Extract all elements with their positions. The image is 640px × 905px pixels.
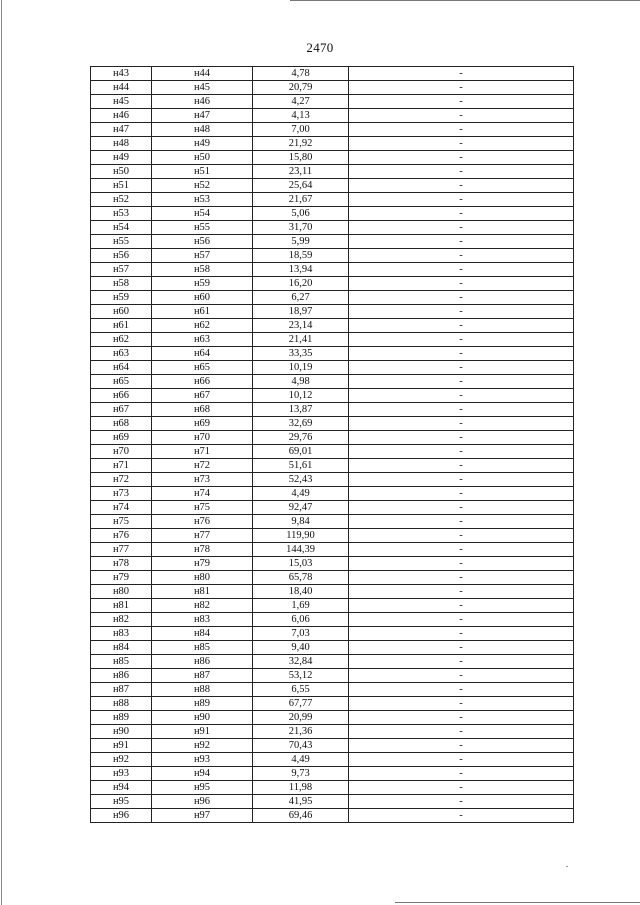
note-cell: - bbox=[349, 431, 574, 445]
note-cell: - bbox=[349, 445, 574, 459]
length-cell: 21,36 bbox=[253, 725, 349, 739]
table-row bbox=[91, 683, 574, 697]
note-cell: - bbox=[349, 627, 574, 641]
length-cell: 9,73 bbox=[253, 767, 349, 781]
note-cell: - bbox=[349, 277, 574, 291]
point-to-cell: н60 bbox=[152, 291, 253, 305]
table-row bbox=[91, 781, 574, 795]
point-to-cell: н93 bbox=[152, 753, 253, 767]
table-row bbox=[91, 585, 574, 599]
length-cell: 6,27 bbox=[253, 291, 349, 305]
note-cell: - bbox=[349, 389, 574, 403]
length-cell: 144,39 bbox=[253, 543, 349, 557]
note-cell: - bbox=[349, 67, 574, 81]
length-cell: 65,78 bbox=[253, 571, 349, 585]
point-from-cell: н86 bbox=[91, 669, 152, 683]
note-cell: - bbox=[349, 557, 574, 571]
note-cell: - bbox=[349, 165, 574, 179]
length-cell: 18,40 bbox=[253, 585, 349, 599]
point-to-cell: н84 bbox=[152, 627, 253, 641]
point-from-cell: н92 bbox=[91, 753, 152, 767]
note-cell: - bbox=[349, 95, 574, 109]
note-cell: - bbox=[349, 207, 574, 221]
length-cell: 33,35 bbox=[253, 347, 349, 361]
point-to-cell: н56 bbox=[152, 235, 253, 249]
length-cell: 92,47 bbox=[253, 501, 349, 515]
table-row bbox=[91, 235, 574, 249]
point-to-cell: н49 bbox=[152, 137, 253, 151]
point-from-cell: н57 bbox=[91, 263, 152, 277]
note-cell: - bbox=[349, 459, 574, 473]
note-cell: - bbox=[349, 669, 574, 683]
table-row bbox=[91, 515, 574, 529]
note-cell: - bbox=[349, 683, 574, 697]
point-from-cell: н65 bbox=[91, 375, 152, 389]
point-to-cell: н82 bbox=[152, 599, 253, 613]
point-to-cell: н46 bbox=[152, 95, 253, 109]
length-cell: 32,69 bbox=[253, 417, 349, 431]
length-cell: 20,79 bbox=[253, 81, 349, 95]
point-to-cell: н66 bbox=[152, 375, 253, 389]
note-cell: - bbox=[349, 767, 574, 781]
note-cell: - bbox=[349, 697, 574, 711]
table-row bbox=[91, 599, 574, 613]
length-cell: 51,61 bbox=[253, 459, 349, 473]
note-cell: - bbox=[349, 417, 574, 431]
note-cell: - bbox=[349, 249, 574, 263]
point-from-cell: н83 bbox=[91, 627, 152, 641]
table-row bbox=[91, 753, 574, 767]
table-row bbox=[91, 543, 574, 557]
point-to-cell: н53 bbox=[152, 193, 253, 207]
length-cell: 21,92 bbox=[253, 137, 349, 151]
note-cell: - bbox=[349, 711, 574, 725]
length-cell: 41,95 bbox=[253, 795, 349, 809]
length-cell: 7,03 bbox=[253, 627, 349, 641]
note-cell: - bbox=[349, 123, 574, 137]
table-row bbox=[91, 459, 574, 473]
length-cell: 13,94 bbox=[253, 263, 349, 277]
length-cell: 18,59 bbox=[253, 249, 349, 263]
point-to-cell: н80 bbox=[152, 571, 253, 585]
length-cell: 67,77 bbox=[253, 697, 349, 711]
point-from-cell: н77 bbox=[91, 543, 152, 557]
note-cell: - bbox=[349, 221, 574, 235]
point-from-cell: н62 bbox=[91, 333, 152, 347]
point-to-cell: н73 bbox=[152, 473, 253, 487]
point-to-cell: н44 bbox=[152, 67, 253, 81]
note-cell: - bbox=[349, 501, 574, 515]
length-cell: 29,76 bbox=[253, 431, 349, 445]
point-to-cell: н52 bbox=[152, 179, 253, 193]
table-row bbox=[91, 123, 574, 137]
point-to-cell: н97 bbox=[152, 809, 253, 823]
note-cell: - bbox=[349, 739, 574, 753]
table-row bbox=[91, 179, 574, 193]
note-cell: - bbox=[349, 795, 574, 809]
length-cell: 15,03 bbox=[253, 557, 349, 571]
note-cell: - bbox=[349, 725, 574, 739]
length-cell: 21,41 bbox=[253, 333, 349, 347]
point-to-cell: н86 bbox=[152, 655, 253, 669]
length-cell: 20,99 bbox=[253, 711, 349, 725]
table-row bbox=[91, 207, 574, 221]
length-cell: 69,01 bbox=[253, 445, 349, 459]
note-cell: - bbox=[349, 375, 574, 389]
table-row bbox=[91, 473, 574, 487]
point-from-cell: н49 bbox=[91, 151, 152, 165]
table-row bbox=[91, 291, 574, 305]
point-from-cell: н48 bbox=[91, 137, 152, 151]
table-body bbox=[91, 67, 574, 823]
page-edge-left bbox=[1, 0, 2, 905]
point-to-cell: н74 bbox=[152, 487, 253, 501]
table-row bbox=[91, 277, 574, 291]
point-from-cell: н96 bbox=[91, 809, 152, 823]
point-from-cell: н80 bbox=[91, 585, 152, 599]
point-to-cell: н45 bbox=[152, 81, 253, 95]
note-cell: - bbox=[349, 263, 574, 277]
length-cell: 69,46 bbox=[253, 809, 349, 823]
note-cell: - bbox=[349, 613, 574, 627]
note-cell: - bbox=[349, 235, 574, 249]
table-row bbox=[91, 319, 574, 333]
length-cell: 31,70 bbox=[253, 221, 349, 235]
point-to-cell: н69 bbox=[152, 417, 253, 431]
point-from-cell: н73 bbox=[91, 487, 152, 501]
point-from-cell: н93 bbox=[91, 767, 152, 781]
table-row bbox=[91, 627, 574, 641]
note-cell: - bbox=[349, 109, 574, 123]
table-row bbox=[91, 795, 574, 809]
point-from-cell: н87 bbox=[91, 683, 152, 697]
page-edge-bottom bbox=[395, 902, 640, 903]
note-cell: - bbox=[349, 137, 574, 151]
point-from-cell: н84 bbox=[91, 641, 152, 655]
table-row bbox=[91, 613, 574, 627]
point-to-cell: н64 bbox=[152, 347, 253, 361]
table-row bbox=[91, 655, 574, 669]
table-row bbox=[91, 809, 574, 823]
point-from-cell: н53 bbox=[91, 207, 152, 221]
point-to-cell: н55 bbox=[152, 221, 253, 235]
point-to-cell: н65 bbox=[152, 361, 253, 375]
note-cell: - bbox=[349, 403, 574, 417]
table-row bbox=[91, 137, 574, 151]
note-cell: - bbox=[349, 809, 574, 823]
point-to-cell: н91 bbox=[152, 725, 253, 739]
table-row bbox=[91, 767, 574, 781]
note-cell: - bbox=[349, 193, 574, 207]
note-cell: - bbox=[349, 361, 574, 375]
point-from-cell: н94 bbox=[91, 781, 152, 795]
point-to-cell: н50 bbox=[152, 151, 253, 165]
point-from-cell: н88 bbox=[91, 697, 152, 711]
length-cell: 9,40 bbox=[253, 641, 349, 655]
table-row bbox=[91, 641, 574, 655]
length-cell: 32,84 bbox=[253, 655, 349, 669]
point-to-cell: н58 bbox=[152, 263, 253, 277]
point-from-cell: н51 bbox=[91, 179, 152, 193]
table-row bbox=[91, 529, 574, 543]
point-from-cell: н78 bbox=[91, 557, 152, 571]
note-cell: - bbox=[349, 585, 574, 599]
point-from-cell: н70 bbox=[91, 445, 152, 459]
point-to-cell: н67 bbox=[152, 389, 253, 403]
length-cell: 11,98 bbox=[253, 781, 349, 795]
point-from-cell: н74 bbox=[91, 501, 152, 515]
scan-speck bbox=[566, 866, 568, 867]
point-from-cell: н52 bbox=[91, 193, 152, 207]
point-from-cell: н61 bbox=[91, 319, 152, 333]
point-from-cell: н75 bbox=[91, 515, 152, 529]
length-cell: 6,06 bbox=[253, 613, 349, 627]
length-cell: 119,90 bbox=[253, 529, 349, 543]
point-from-cell: н95 bbox=[91, 795, 152, 809]
note-cell: - bbox=[349, 81, 574, 95]
point-from-cell: н55 bbox=[91, 235, 152, 249]
note-cell: - bbox=[349, 781, 574, 795]
length-cell: 5,99 bbox=[253, 235, 349, 249]
note-cell: - bbox=[349, 543, 574, 557]
point-to-cell: н85 bbox=[152, 641, 253, 655]
table-row bbox=[91, 95, 574, 109]
boundary-points-table bbox=[90, 66, 574, 823]
point-to-cell: н57 bbox=[152, 249, 253, 263]
point-to-cell: н54 bbox=[152, 207, 253, 221]
table-row bbox=[91, 403, 574, 417]
length-cell: 4,78 bbox=[253, 67, 349, 81]
point-to-cell: н68 bbox=[152, 403, 253, 417]
point-from-cell: н56 bbox=[91, 249, 152, 263]
table-row bbox=[91, 305, 574, 319]
length-cell: 23,11 bbox=[253, 165, 349, 179]
note-cell: - bbox=[349, 487, 574, 501]
point-to-cell: н79 bbox=[152, 557, 253, 571]
note-cell: - bbox=[349, 515, 574, 529]
point-from-cell: н58 bbox=[91, 277, 152, 291]
point-from-cell: н67 bbox=[91, 403, 152, 417]
point-to-cell: н59 bbox=[152, 277, 253, 291]
point-to-cell: н95 bbox=[152, 781, 253, 795]
table-row bbox=[91, 221, 574, 235]
point-to-cell: н72 bbox=[152, 459, 253, 473]
point-from-cell: н71 bbox=[91, 459, 152, 473]
point-from-cell: н66 bbox=[91, 389, 152, 403]
note-cell: - bbox=[349, 641, 574, 655]
length-cell: 4,13 bbox=[253, 109, 349, 123]
point-from-cell: н54 bbox=[91, 221, 152, 235]
point-from-cell: н45 bbox=[91, 95, 152, 109]
length-cell: 7,00 bbox=[253, 123, 349, 137]
point-from-cell: н72 bbox=[91, 473, 152, 487]
length-cell: 4,49 bbox=[253, 753, 349, 767]
note-cell: - bbox=[349, 179, 574, 193]
point-to-cell: н87 bbox=[152, 669, 253, 683]
point-from-cell: н69 bbox=[91, 431, 152, 445]
table-row bbox=[91, 669, 574, 683]
note-cell: - bbox=[349, 473, 574, 487]
point-from-cell: н79 bbox=[91, 571, 152, 585]
note-cell: - bbox=[349, 599, 574, 613]
table-row bbox=[91, 557, 574, 571]
point-from-cell: н59 bbox=[91, 291, 152, 305]
table-row bbox=[91, 67, 574, 81]
point-to-cell: н96 bbox=[152, 795, 253, 809]
note-cell: - bbox=[349, 333, 574, 347]
point-to-cell: н94 bbox=[152, 767, 253, 781]
point-to-cell: н83 bbox=[152, 613, 253, 627]
point-from-cell: н91 bbox=[91, 739, 152, 753]
table-row bbox=[91, 389, 574, 403]
length-cell: 4,49 bbox=[253, 487, 349, 501]
point-to-cell: н48 bbox=[152, 123, 253, 137]
point-to-cell: н47 bbox=[152, 109, 253, 123]
length-cell: 13,87 bbox=[253, 403, 349, 417]
length-cell: 4,27 bbox=[253, 95, 349, 109]
table-row bbox=[91, 249, 574, 263]
length-cell: 1,69 bbox=[253, 599, 349, 613]
point-from-cell: н68 bbox=[91, 417, 152, 431]
note-cell: - bbox=[349, 347, 574, 361]
point-from-cell: н76 bbox=[91, 529, 152, 543]
point-from-cell: н44 bbox=[91, 81, 152, 95]
page-number: 2470 bbox=[306, 40, 334, 55]
table-row bbox=[91, 333, 574, 347]
table-row bbox=[91, 697, 574, 711]
point-to-cell: н78 bbox=[152, 543, 253, 557]
table-row bbox=[91, 487, 574, 501]
note-cell: - bbox=[349, 753, 574, 767]
point-from-cell: н60 bbox=[91, 305, 152, 319]
length-cell: 6,55 bbox=[253, 683, 349, 697]
length-cell: 25,64 bbox=[253, 179, 349, 193]
point-to-cell: н61 bbox=[152, 305, 253, 319]
table-row bbox=[91, 501, 574, 515]
point-to-cell: н89 bbox=[152, 697, 253, 711]
point-to-cell: н88 bbox=[152, 683, 253, 697]
point-to-cell: н70 bbox=[152, 431, 253, 445]
point-from-cell: н89 bbox=[91, 711, 152, 725]
length-cell: 10,19 bbox=[253, 361, 349, 375]
point-from-cell: н82 bbox=[91, 613, 152, 627]
note-cell: - bbox=[349, 291, 574, 305]
length-cell: 9,84 bbox=[253, 515, 349, 529]
note-cell: - bbox=[349, 151, 574, 165]
point-to-cell: н76 bbox=[152, 515, 253, 529]
point-to-cell: н63 bbox=[152, 333, 253, 347]
point-to-cell: н81 bbox=[152, 585, 253, 599]
note-cell: - bbox=[349, 529, 574, 543]
note-cell: - bbox=[349, 655, 574, 669]
note-cell: - bbox=[349, 305, 574, 319]
point-to-cell: н75 bbox=[152, 501, 253, 515]
point-from-cell: н64 bbox=[91, 361, 152, 375]
table-row bbox=[91, 417, 574, 431]
point-to-cell: н77 bbox=[152, 529, 253, 543]
note-cell: - bbox=[349, 571, 574, 585]
table-row bbox=[91, 151, 574, 165]
table-row bbox=[91, 571, 574, 585]
point-to-cell: н62 bbox=[152, 319, 253, 333]
point-from-cell: н81 bbox=[91, 599, 152, 613]
length-cell: 18,97 bbox=[253, 305, 349, 319]
point-to-cell: н71 bbox=[152, 445, 253, 459]
table-row bbox=[91, 81, 574, 95]
point-from-cell: н85 bbox=[91, 655, 152, 669]
table-row bbox=[91, 375, 574, 389]
length-cell: 4,98 bbox=[253, 375, 349, 389]
table-row bbox=[91, 739, 574, 753]
point-to-cell: н90 bbox=[152, 711, 253, 725]
point-from-cell: н47 bbox=[91, 123, 152, 137]
point-to-cell: н51 bbox=[152, 165, 253, 179]
length-cell: 23,14 bbox=[253, 319, 349, 333]
length-cell: 16,20 bbox=[253, 277, 349, 291]
table-row bbox=[91, 347, 574, 361]
table-row bbox=[91, 361, 574, 375]
table-row bbox=[91, 445, 574, 459]
table-row bbox=[91, 109, 574, 123]
table-row bbox=[91, 431, 574, 445]
table-row bbox=[91, 725, 574, 739]
length-cell: 52,43 bbox=[253, 473, 349, 487]
length-cell: 70,43 bbox=[253, 739, 349, 753]
table-row bbox=[91, 711, 574, 725]
point-from-cell: н90 bbox=[91, 725, 152, 739]
point-to-cell: н92 bbox=[152, 739, 253, 753]
page-edge-top bbox=[290, 0, 640, 1]
point-from-cell: н46 bbox=[91, 109, 152, 123]
point-from-cell: н63 bbox=[91, 347, 152, 361]
table-row bbox=[91, 263, 574, 277]
point-from-cell: н50 bbox=[91, 165, 152, 179]
table-row bbox=[91, 165, 574, 179]
note-cell: - bbox=[349, 319, 574, 333]
length-cell: 10,12 bbox=[253, 389, 349, 403]
length-cell: 53,12 bbox=[253, 669, 349, 683]
length-cell: 15,80 bbox=[253, 151, 349, 165]
length-cell: 5,06 bbox=[253, 207, 349, 221]
point-from-cell: н43 bbox=[91, 67, 152, 81]
table-row bbox=[91, 193, 574, 207]
length-cell: 21,67 bbox=[253, 193, 349, 207]
